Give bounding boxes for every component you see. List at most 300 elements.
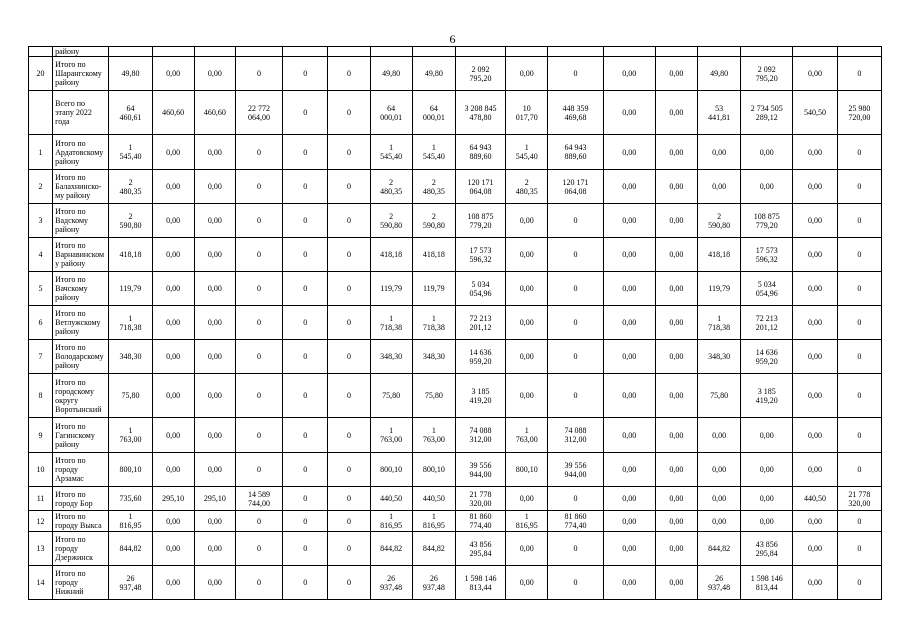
value-cell: 0,00 <box>194 511 235 532</box>
value-cell: 0 <box>283 238 328 272</box>
value-cell: 0 <box>548 272 603 306</box>
value-cell: 0,00 <box>603 374 655 418</box>
table-row <box>29 487 882 511</box>
district-name-cell: Итого по Балахнинско- му району <box>53 170 109 204</box>
value-cell: 2 734 505 289,12 <box>741 91 793 135</box>
value-cell: 0 <box>328 418 370 453</box>
value-cell: 43 856 295,84 <box>741 532 793 566</box>
table-row <box>29 374 882 418</box>
table-cell <box>548 47 603 57</box>
value-cell: 0,00 <box>698 418 741 453</box>
value-cell: 2 480,35 <box>109 170 152 204</box>
row-number-cell: 4 <box>29 238 53 272</box>
value-cell: 0,00 <box>506 566 548 600</box>
value-cell: 0 <box>283 532 328 566</box>
table-row <box>29 306 882 340</box>
value-cell: 348,30 <box>370 340 412 374</box>
value-cell: 1 598 146 813,44 <box>741 566 793 600</box>
value-cell: 0,00 <box>655 204 697 238</box>
value-cell: 0 <box>837 135 881 170</box>
value-cell: 0,00 <box>194 340 235 374</box>
value-cell: 440,50 <box>370 487 412 511</box>
value-cell: 844,82 <box>412 532 455 566</box>
value-cell: 0,00 <box>603 511 655 532</box>
value-cell: 0 <box>283 374 328 418</box>
value-cell: 0,00 <box>655 57 697 91</box>
value-cell: 0 <box>837 170 881 204</box>
value-cell: 17 573 596,32 <box>455 238 505 272</box>
row-number-cell: 6 <box>29 306 53 340</box>
value-cell: 0 <box>328 487 370 511</box>
table-cell <box>603 47 655 57</box>
value-cell: 0 <box>283 91 328 135</box>
value-cell: 3 185 419,20 <box>455 374 505 418</box>
value-cell: 0,00 <box>793 340 837 374</box>
value-cell: 0 <box>235 306 282 340</box>
value-cell: 0 <box>837 204 881 238</box>
value-cell: 0,00 <box>741 511 793 532</box>
district-name-cell: Итого по Шарангскому району <box>53 57 109 91</box>
value-cell: 0,00 <box>741 170 793 204</box>
value-cell: 0,00 <box>506 204 548 238</box>
row-number-cell: 13 <box>29 532 53 566</box>
value-cell: 0 <box>328 374 370 418</box>
value-cell: 2 590,80 <box>698 204 741 238</box>
value-cell: 0,00 <box>793 453 837 487</box>
value-cell: 2 480,35 <box>412 170 455 204</box>
value-cell: 0 <box>837 57 881 91</box>
value-cell: 0,00 <box>603 272 655 306</box>
value-cell: 0,00 <box>698 511 741 532</box>
value-cell: 0 <box>328 204 370 238</box>
table-row <box>29 204 882 238</box>
value-cell: 0,00 <box>194 238 235 272</box>
data-table <box>28 46 882 600</box>
value-cell: 418,18 <box>370 238 412 272</box>
value-cell: 2 590,80 <box>370 204 412 238</box>
value-cell: 14 636 959,20 <box>455 340 505 374</box>
value-cell: 0,00 <box>793 57 837 91</box>
value-cell: 0,00 <box>194 306 235 340</box>
value-cell: 0 <box>283 418 328 453</box>
district-name-cell: Итого по Ардатовскому району <box>53 135 109 170</box>
value-cell: 418,18 <box>412 238 455 272</box>
value-cell: 75,80 <box>370 374 412 418</box>
district-name-cell: Итого по Варнавинском у району <box>53 238 109 272</box>
value-cell: 5 034 054,96 <box>455 272 505 306</box>
value-cell: 0 <box>283 135 328 170</box>
value-cell: 0,00 <box>506 532 548 566</box>
table-cell <box>109 47 152 57</box>
value-cell: 21 778 320,00 <box>455 487 505 511</box>
value-cell: 0,00 <box>152 238 194 272</box>
value-cell: 0,00 <box>741 487 793 511</box>
value-cell: 844,82 <box>109 532 152 566</box>
value-cell: 0,00 <box>793 204 837 238</box>
value-cell: 0,00 <box>152 57 194 91</box>
table-cell <box>328 47 370 57</box>
value-cell: 0,00 <box>152 374 194 418</box>
value-cell: 0,00 <box>152 566 194 600</box>
value-cell: 74 088 312,00 <box>548 418 603 453</box>
value-cell: 0 <box>328 532 370 566</box>
value-cell: 0,00 <box>152 532 194 566</box>
table-row <box>29 272 882 306</box>
value-cell: 0,00 <box>603 204 655 238</box>
district-name-cell: Итого по Вадскому району <box>53 204 109 238</box>
value-cell: 0 <box>283 272 328 306</box>
value-cell: 0,00 <box>793 511 837 532</box>
value-cell: 0 <box>235 170 282 204</box>
value-cell: 0,00 <box>603 418 655 453</box>
district-name-cell: Итого по городу Бор <box>53 487 109 511</box>
value-cell: 0,00 <box>603 91 655 135</box>
value-cell: 0 <box>283 170 328 204</box>
value-cell: 0,00 <box>793 272 837 306</box>
value-cell: 10 017,70 <box>506 91 548 135</box>
table-row <box>29 511 882 532</box>
value-cell: 0,00 <box>194 135 235 170</box>
value-cell: 0,00 <box>655 374 697 418</box>
value-cell: 348,30 <box>109 340 152 374</box>
table-cell <box>29 47 53 57</box>
value-cell: 1 545,40 <box>412 135 455 170</box>
value-cell: 0,00 <box>194 418 235 453</box>
value-cell: 108 875 779,20 <box>741 204 793 238</box>
value-cell: 0,00 <box>603 453 655 487</box>
value-cell: 0,00 <box>698 135 741 170</box>
row-number-cell: 3 <box>29 204 53 238</box>
value-cell: 0 <box>328 57 370 91</box>
row-number-cell: 1 <box>29 135 53 170</box>
district-name-cell: Итого по городу Нижний <box>53 566 109 600</box>
value-cell: 0 <box>837 566 881 600</box>
value-cell: 0 <box>235 238 282 272</box>
value-cell: 119,79 <box>698 272 741 306</box>
district-name-cell: Итого по Ветлужскому району <box>53 306 109 340</box>
value-cell: 0,00 <box>194 532 235 566</box>
table-row <box>29 566 882 600</box>
value-cell: 0,00 <box>741 418 793 453</box>
value-cell: 0 <box>283 204 328 238</box>
value-cell: 440,50 <box>412 487 455 511</box>
value-cell: 0,00 <box>655 238 697 272</box>
district-name-cell: Итого по Гагинскому району <box>53 418 109 453</box>
value-cell: 0 <box>548 204 603 238</box>
value-cell: 0,00 <box>506 272 548 306</box>
value-cell: 2 480,35 <box>370 170 412 204</box>
table-cell <box>370 47 412 57</box>
value-cell: 0 <box>235 566 282 600</box>
value-cell: 0 <box>235 272 282 306</box>
row-number-cell: 7 <box>29 340 53 374</box>
value-cell: 0,00 <box>655 418 697 453</box>
value-cell: 53 441,81 <box>698 91 741 135</box>
value-cell: 1 763,00 <box>412 418 455 453</box>
value-cell: 0,00 <box>152 340 194 374</box>
value-cell: 0 <box>548 57 603 91</box>
value-cell: 0 <box>548 374 603 418</box>
value-cell: 0 <box>548 340 603 374</box>
value-cell: 26 937,48 <box>412 566 455 600</box>
value-cell: 0,00 <box>603 57 655 91</box>
value-cell: 0,00 <box>506 57 548 91</box>
value-cell: 14 589 744,00 <box>235 487 282 511</box>
value-cell: 0 <box>235 204 282 238</box>
value-cell: 0 <box>235 511 282 532</box>
value-cell: 0 <box>548 306 603 340</box>
value-cell: 0,00 <box>603 340 655 374</box>
value-cell: 440,50 <box>793 487 837 511</box>
value-cell: 49,80 <box>412 57 455 91</box>
value-cell: 0 <box>548 238 603 272</box>
value-cell: 0,00 <box>698 453 741 487</box>
value-cell: 0 <box>837 511 881 532</box>
value-cell: 0,00 <box>793 238 837 272</box>
table-cell <box>793 47 837 57</box>
value-cell: 0 <box>548 487 603 511</box>
value-cell: 0 <box>235 453 282 487</box>
value-cell: 0,00 <box>194 566 235 600</box>
value-cell: 75,80 <box>698 374 741 418</box>
value-cell: 1 718,38 <box>412 306 455 340</box>
table-row-continuation <box>29 47 882 57</box>
table-cell <box>837 47 881 57</box>
value-cell: 844,82 <box>698 532 741 566</box>
value-cell: 0,00 <box>603 566 655 600</box>
value-cell: 1 763,00 <box>506 418 548 453</box>
district-name-cell: Итого по городу Арзамас <box>53 453 109 487</box>
value-cell: 0,00 <box>603 532 655 566</box>
district-name-cell: Всего по этапу 2022 года <box>53 91 109 135</box>
value-cell: 800,10 <box>412 453 455 487</box>
value-cell: 0,00 <box>655 511 697 532</box>
value-cell: 0,00 <box>603 238 655 272</box>
table-row <box>29 91 882 135</box>
value-cell: 120 171 064,08 <box>548 170 603 204</box>
table-cell <box>235 47 282 57</box>
value-cell: 72 213 201,12 <box>741 306 793 340</box>
table-cell <box>194 47 235 57</box>
value-cell: 1 545,40 <box>506 135 548 170</box>
value-cell: 81 860 774,40 <box>548 511 603 532</box>
table-body <box>29 47 882 600</box>
value-cell: 460,60 <box>152 91 194 135</box>
district-name-cell: Итого по городу Дзержинск <box>53 532 109 566</box>
value-cell: 0,00 <box>793 532 837 566</box>
table-cell <box>655 47 697 57</box>
row-number-cell: 20 <box>29 57 53 91</box>
value-cell: 64 000,01 <box>412 91 455 135</box>
value-cell: 0,00 <box>655 453 697 487</box>
value-cell: 0,00 <box>655 340 697 374</box>
value-cell: 120 171 064,08 <box>455 170 505 204</box>
value-cell: 0 <box>235 532 282 566</box>
value-cell: 460,60 <box>194 91 235 135</box>
value-cell: 1 718,38 <box>109 306 152 340</box>
value-cell: 0,00 <box>793 170 837 204</box>
value-cell: 64 943 889,60 <box>455 135 505 170</box>
value-cell: 0 <box>837 532 881 566</box>
value-cell: 0 <box>548 532 603 566</box>
value-cell: 0,00 <box>194 170 235 204</box>
row-number-cell: 9 <box>29 418 53 453</box>
value-cell: 119,79 <box>370 272 412 306</box>
value-cell: 64 460,61 <box>109 91 152 135</box>
value-cell: 0,00 <box>152 272 194 306</box>
value-cell: 0,00 <box>506 306 548 340</box>
value-cell: 540,50 <box>793 91 837 135</box>
value-cell: 26 937,48 <box>109 566 152 600</box>
value-cell: 74 088 312,00 <box>455 418 505 453</box>
value-cell: 0 <box>837 272 881 306</box>
row-number-cell: 10 <box>29 453 53 487</box>
table-cell <box>506 47 548 57</box>
value-cell: 844,82 <box>370 532 412 566</box>
value-cell: 0,00 <box>603 306 655 340</box>
value-cell: 75,80 <box>412 374 455 418</box>
value-cell: 348,30 <box>412 340 455 374</box>
value-cell: 0,00 <box>698 170 741 204</box>
value-cell: 0,00 <box>741 453 793 487</box>
value-cell: 0 <box>283 340 328 374</box>
value-cell: 0,00 <box>506 374 548 418</box>
value-cell: 0,00 <box>655 170 697 204</box>
value-cell: 39 556 944,00 <box>548 453 603 487</box>
value-cell: 0 <box>283 511 328 532</box>
district-name-cell: Итого по Володарскому району <box>53 340 109 374</box>
value-cell: 0,00 <box>152 453 194 487</box>
value-cell: 2 092 795,20 <box>455 57 505 91</box>
value-cell: 14 636 959,20 <box>741 340 793 374</box>
value-cell: 1 545,40 <box>109 135 152 170</box>
table-row <box>29 135 882 170</box>
value-cell: 3 185 419,20 <box>741 374 793 418</box>
value-cell: 1 816,95 <box>109 511 152 532</box>
value-cell: 0 <box>235 374 282 418</box>
value-cell: 1 816,95 <box>506 511 548 532</box>
value-cell: 2 590,80 <box>109 204 152 238</box>
value-cell: 0 <box>235 135 282 170</box>
table-row <box>29 238 882 272</box>
value-cell: 0,00 <box>793 418 837 453</box>
value-cell: 0 <box>328 272 370 306</box>
value-cell: 0 <box>837 238 881 272</box>
table-cell <box>698 47 741 57</box>
value-cell: 0,00 <box>698 487 741 511</box>
value-cell: 0 <box>235 57 282 91</box>
value-cell: 0,00 <box>741 135 793 170</box>
value-cell: 2 480,35 <box>506 170 548 204</box>
value-cell: 21 778 320,00 <box>837 487 881 511</box>
value-cell: 0 <box>235 340 282 374</box>
value-cell: 0,00 <box>152 204 194 238</box>
value-cell: 418,18 <box>698 238 741 272</box>
district-name-cell: району <box>53 47 109 57</box>
value-cell: 0 <box>328 238 370 272</box>
value-cell: 0 <box>283 487 328 511</box>
district-name-cell: Итого по городу Выкса <box>53 511 109 532</box>
row-number-cell: 8 <box>29 374 53 418</box>
page-number: 6 <box>449 32 456 46</box>
value-cell: 1 816,95 <box>412 511 455 532</box>
value-cell: 0,00 <box>655 566 697 600</box>
value-cell: 0,00 <box>194 57 235 91</box>
value-cell: 75,80 <box>109 374 152 418</box>
row-number-cell: 5 <box>29 272 53 306</box>
value-cell: 0,00 <box>194 453 235 487</box>
table-row <box>29 418 882 453</box>
table-cell <box>412 47 455 57</box>
table-row <box>29 453 882 487</box>
value-cell: 0 <box>328 340 370 374</box>
value-cell: 0 <box>328 135 370 170</box>
value-cell: 3 208 845 478,80 <box>455 91 505 135</box>
value-cell: 0,00 <box>655 91 697 135</box>
value-cell: 5 034 054,96 <box>741 272 793 306</box>
value-cell: 0,00 <box>793 135 837 170</box>
value-cell: 17 573 596,32 <box>741 238 793 272</box>
value-cell: 2 590,80 <box>412 204 455 238</box>
value-cell: 0 <box>328 91 370 135</box>
value-cell: 800,10 <box>109 453 152 487</box>
value-cell: 0 <box>328 566 370 600</box>
value-cell: 0,00 <box>506 487 548 511</box>
value-cell: 418,18 <box>109 238 152 272</box>
value-cell: 0,00 <box>603 487 655 511</box>
value-cell: 49,80 <box>109 57 152 91</box>
value-cell: 0,00 <box>603 135 655 170</box>
district-name-cell: Итого по городскому округу Воротынский <box>53 374 109 418</box>
value-cell: 0 <box>283 453 328 487</box>
value-cell: 0,00 <box>152 170 194 204</box>
value-cell: 0 <box>328 511 370 532</box>
value-cell: 26 937,48 <box>698 566 741 600</box>
value-cell: 0,00 <box>603 170 655 204</box>
value-cell: 1 763,00 <box>109 418 152 453</box>
value-cell: 0,00 <box>655 306 697 340</box>
value-cell: 0 <box>837 340 881 374</box>
value-cell: 735,60 <box>109 487 152 511</box>
value-cell: 72 213 201,12 <box>455 306 505 340</box>
value-cell: 0,00 <box>194 272 235 306</box>
table-cell <box>283 47 328 57</box>
value-cell: 0 <box>328 170 370 204</box>
value-cell: 800,10 <box>370 453 412 487</box>
value-cell: 64 943 889,60 <box>548 135 603 170</box>
value-cell: 0,00 <box>655 135 697 170</box>
value-cell: 22 772 064,00 <box>235 91 282 135</box>
value-cell: 0 <box>837 306 881 340</box>
value-cell: 0,00 <box>194 204 235 238</box>
row-number-cell: 11 <box>29 487 53 511</box>
value-cell: 800,10 <box>506 453 548 487</box>
value-cell: 0 <box>235 418 282 453</box>
value-cell: 0,00 <box>152 511 194 532</box>
row-number-cell: 14 <box>29 566 53 600</box>
row-number-cell: 2 <box>29 170 53 204</box>
value-cell: 39 556 944,00 <box>455 453 505 487</box>
value-cell: 348,30 <box>698 340 741 374</box>
value-cell: 108 875 779,20 <box>455 204 505 238</box>
value-cell: 64 000,01 <box>370 91 412 135</box>
value-cell: 1 545,40 <box>370 135 412 170</box>
table-cell <box>455 47 505 57</box>
value-cell: 0 <box>837 374 881 418</box>
value-cell: 49,80 <box>370 57 412 91</box>
district-name-cell: Итого по Вачскому району <box>53 272 109 306</box>
value-cell: 0,00 <box>152 306 194 340</box>
